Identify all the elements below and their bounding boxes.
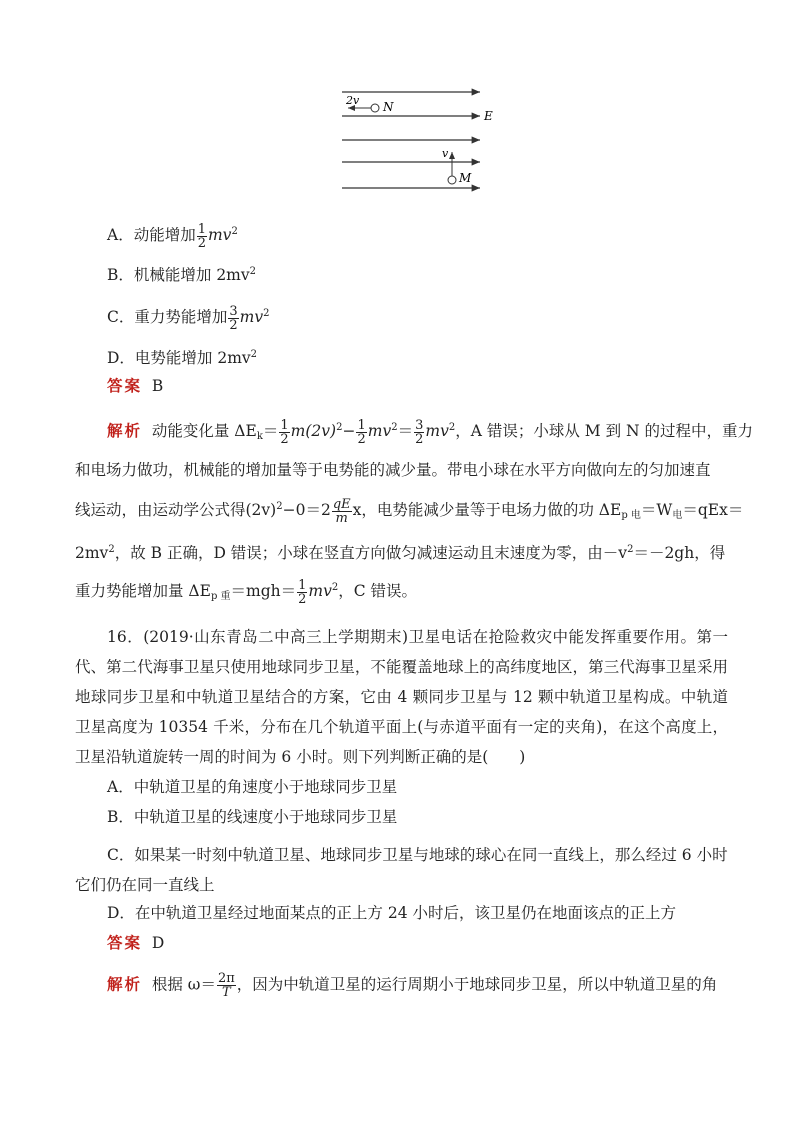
q16-option-c: C．如果某一时刻中轨道卫星、地球同步卫星与地球的球心在同一直线上，那么经过 6 小时它们仍在同一直线上: [75, 846, 728, 894]
answer-value: D: [151, 934, 165, 952]
answer-label: 答案: [107, 934, 143, 952]
q15-explanation-line2: 和电场力做功，机械能的增加量等于电势能的减少量。带电小球在水平方向做向左的匀加速直: [75, 461, 711, 479]
q15-option-c: C．重力势能增加 $\frac{3}{2}$ $mv^2$: [107, 303, 270, 333]
q15-explanation-line1: 解析 动能变化量 $\Delta E_k=$ $\frac{1}{2}$ $m(2v)^2-$ $\frac{1}{2}$ $mv^2=$ $\frac{3}{2}$ $mv^2$，A 错误；小球从 M 到 N 的过程中，重力: [107, 417, 753, 447]
explanation-label: 解析: [107, 975, 143, 994]
ball-m: [448, 176, 456, 184]
q15-option-d: D．电势能增加 $2mv^2$: [107, 349, 258, 367]
q15-answer: [107, 376, 163, 396]
q15-option-a: A．动能增加 $\frac{1}{2}$ $mv^2$: [107, 221, 238, 251]
q15-option-b: B．机械能增加 $2mv^2$: [107, 266, 257, 284]
answer-label: 答案: [107, 377, 143, 395]
q15-explanation-line4: $2mv^2$，故 B 正确，D 错误；小球在竖直方向做匀减速运动且末速度为零，由$-v^2=-2gh$，得: [75, 544, 726, 562]
q15-explanation-line5: 重力势能增加量 $\Delta E_{p 重}=mgh=$ $\frac{1}{2}$ $mv^2$，C 错误。: [75, 577, 418, 607]
q16-stem: 16．(2019·山东青岛二中高三上学期期末)卫星电话在抢险救灾中能发挥重要作用。第一代、第二代海事卫星只使用地球同步卫星，不能覆盖地球上的高纬度地区，第三代海事卫星采用地球同步卫星和中轨道卫星结合的方案，它由 4 颗同步卫星与 12 颗中轨道卫星构成。中轨道卫星高度为 10354 千米，分布在几个轨道平面上(与赤道平面有一定的夹角)，在这个高度上，卫星沿轨道旋转一周的时间为 6 小时。则下列判断正确的是( ): [75, 628, 728, 766]
q16-explanation: 解析 根据 ω＝ $\frac{2\pi}{T}$ ，因为中轨道卫星的运行周期小于地球同步卫星，所以中轨道卫星的角: [107, 971, 718, 1000]
label-e: E: [484, 109, 493, 123]
label-m: M: [459, 171, 472, 185]
q15-explanation-line3: 线运动，由运动学公式得$(2v)^2-0=2$ $\frac{qE}{m}$ x，电势能减少量等于电场力做的功 $\Delta E_{p 电}=W_电=qEx=$: [75, 496, 744, 526]
explanation-label: 解析: [107, 422, 143, 440]
q16-option-d: D．在中轨道卫星经过地面某点的正上方 24 小时后，该卫星仍在地面该点的正上方: [107, 904, 677, 922]
label-v: v: [442, 147, 449, 160]
electric-field-diagram: [338, 84, 500, 194]
label-n: N: [383, 100, 394, 114]
fraction: $\frac{1}{2}$: [197, 221, 206, 251]
q16-option-b: B．中轨道卫星的线速度小于地球同步卫星: [107, 808, 398, 826]
answer-value: B: [151, 377, 164, 395]
q16-option-a: A．中轨道卫星的角速度小于地球同步卫星: [107, 778, 398, 796]
fraction: $\frac{3}{2}$: [229, 303, 238, 333]
option-a-text: A．动能增加: [107, 226, 196, 244]
ball-n: [371, 104, 379, 112]
q16-answer: [107, 933, 164, 953]
label-2v: 2v: [346, 94, 360, 107]
